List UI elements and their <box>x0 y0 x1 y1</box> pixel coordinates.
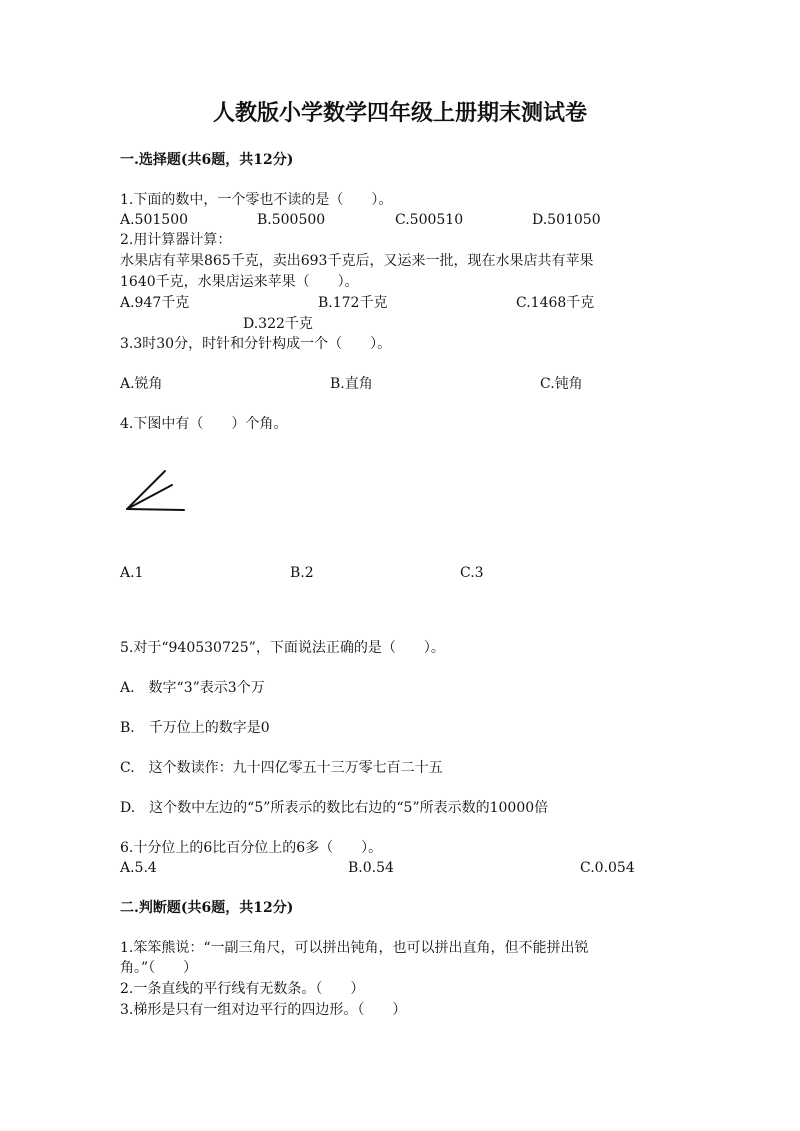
question-1-stem: 1.下面的数中，一个零也不读的是（ ）。 <box>120 192 393 208</box>
q1-option-d: D.501050 <box>532 212 601 228</box>
q5-option-a: A. 数字“3”表示3个万 <box>120 680 265 696</box>
section-heading-choice: 一.选择题(共6题，共12分) <box>120 152 294 168</box>
angle-figure <box>120 462 190 517</box>
q4-option-a: A.1 <box>120 565 144 581</box>
judgment-2: 2.一条直线的平行线有无数条。（ ） <box>120 981 365 997</box>
section-heading-judgment: 二.判断题(共6题，共12分) <box>120 900 294 916</box>
question-3-stem: 3.3时30分，时针和分针构成一个（ ）。 <box>120 336 392 352</box>
q3-option-a: A.锐角 <box>120 376 163 392</box>
judgment-3: 3.梯形是只有一组对边平行的四边形。（ ） <box>120 1002 407 1018</box>
q6-option-c: C.0.054 <box>580 860 635 876</box>
question-2-stem-line3: 1640千克，水果店运来苹果（ ）。 <box>120 274 359 290</box>
q2-option-b: B.172千克 <box>318 295 388 311</box>
q4-option-c: C.3 <box>460 565 484 581</box>
q2-option-d: D.322千克 <box>243 316 313 332</box>
q5-option-b: B. 千万位上的数字是0 <box>120 720 270 736</box>
q5-option-c: C. 这个数读作：九十四亿零五十三万零七百二十五 <box>120 760 443 776</box>
question-6-stem: 6.十分位上的6比百分位上的6多（ ）。 <box>120 840 383 856</box>
question-2-stem-line1: 2.用计算器计算： <box>120 232 232 248</box>
q6-option-b: B.0.54 <box>348 860 394 876</box>
q3-option-b: B.直角 <box>330 376 373 392</box>
q4-option-b: B.2 <box>290 565 314 581</box>
question-5-stem: 5.对于“940530725”，下面说法正确的是（ ）。 <box>120 640 445 656</box>
q2-option-c: C.1468千克 <box>516 295 595 311</box>
page-title: 人教版小学数学四年级上册期末测试卷 <box>212 100 587 126</box>
q1-option-a: A.501500 <box>120 212 189 228</box>
q5-option-d: D. 这个数中左边的“5”所表示的数比右边的“5”所表示数的10000倍 <box>120 800 549 816</box>
q6-option-a: A.5.4 <box>120 860 157 876</box>
question-4-stem: 4.下图中有（ ）个角。 <box>120 416 288 432</box>
q3-option-c: C.钝角 <box>540 376 583 392</box>
question-2-stem-line2: 水果店有苹果865千克，卖出693千克后，又运来一批，现在水果店共有苹果 <box>120 253 594 269</box>
judgment-1-line1: 1.笨笨熊说：“一副三角尺，可以拼出钝角，也可以拼出直角，但不能拼出锐 <box>120 940 589 956</box>
q1-option-b: B.500500 <box>257 212 326 228</box>
q1-option-c: C.500510 <box>395 212 464 228</box>
judgment-1-line2: 角。”（ ） <box>120 960 198 976</box>
q2-option-a: A.947千克 <box>120 295 190 311</box>
